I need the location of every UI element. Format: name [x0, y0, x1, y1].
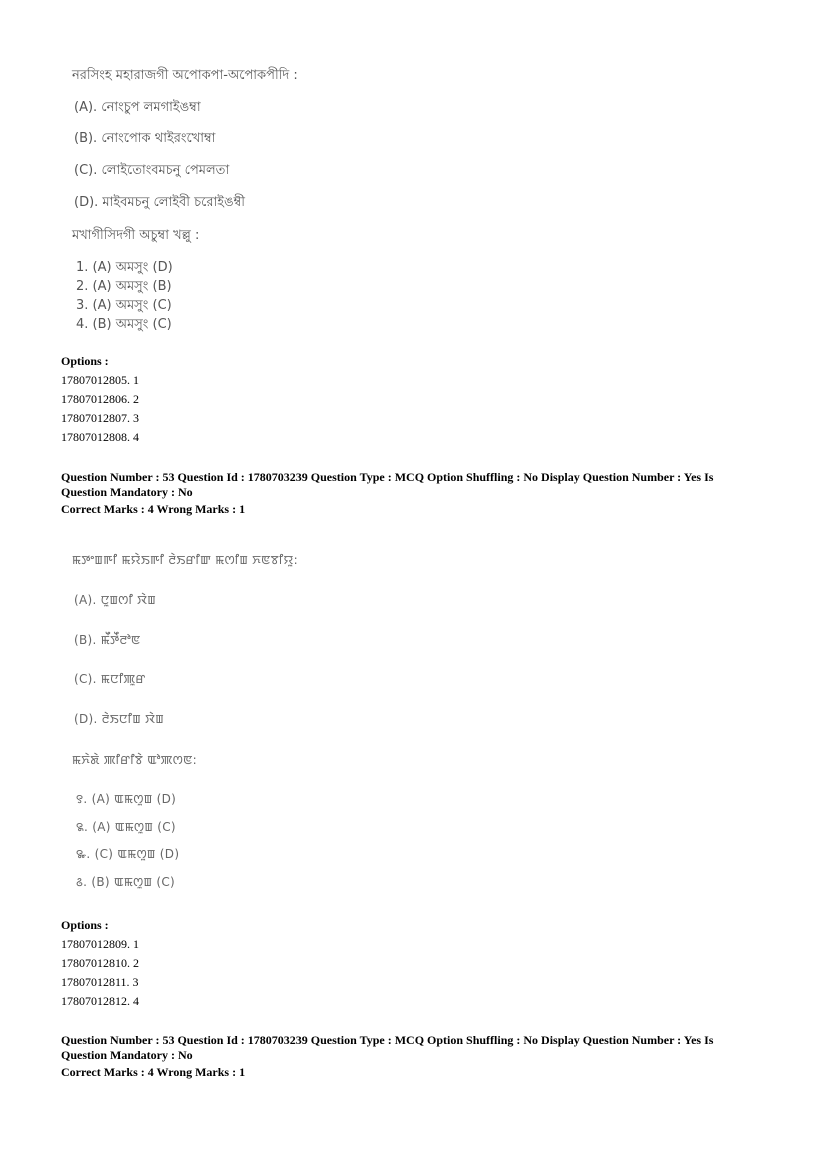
question-meta: [61, 470, 761, 500]
question-item: (C). লোইতোংবমচনু পেমলতা: [74, 163, 230, 178]
question-item: (B). নোংপোক থাইরংখোম্বা: [74, 131, 216, 146]
answer-choice: 3. (A) অমসুং (C): [76, 298, 172, 313]
option-item: 17807012808. 4: [61, 430, 139, 444]
option-item: 17807012811. 3: [61, 975, 139, 989]
answer-choice: ꯳. (C) ꯑꯃꯁꯨꯡ (D): [76, 847, 180, 861]
marks-line: Correct Marks : 4 Wrong Marks : 1: [61, 502, 246, 516]
answer-choice: 2. (A) অমসুং (B): [76, 279, 172, 294]
answer-choice: ꯲. (A) ꯑꯃꯁꯨꯡ (C): [76, 820, 176, 834]
option-item: 17807012806. 2: [61, 392, 139, 406]
option-item: 17807012807. 3: [61, 411, 139, 425]
answer-choice: ꯴. (B) ꯑꯃꯁꯨꯡ (C): [76, 875, 176, 889]
answer-choice: 4. (B) অমসুং (C): [76, 317, 172, 332]
question-item: (C). ꯃꯅꯤꯄꯨꯔ: [74, 672, 146, 686]
question-meta-line: Question Number : 53 Question Id : 1780703239 Question Type : MCQ Option Shuffling : No Display Question Number : Yes Is: [61, 470, 714, 484]
question-meta-line: Question Number : 53 Question Id : 1780703239 Question Type : MCQ Option Shuffling : No Display Question Number : Yes Is: [61, 1033, 714, 1047]
answer-choice: ꯱. (A) ꯑꯃꯁꯨꯡ (D): [76, 792, 177, 806]
question-prompt: ꯃꯈꯥꯗꯥ ꯄꯤꯔꯤꯕꯥ ꯑꯣꯄꯁꯟ:: [72, 753, 197, 767]
question-item: (B). ꯃꯩꯇꯩꯂꯣꯟ: [74, 633, 141, 647]
options-label: Options :: [61, 918, 109, 932]
option-item: 17807012805. 1: [61, 373, 139, 387]
question-meta-line: Question Mandatory : No: [61, 1048, 193, 1062]
question-prompt: মখাগীসিদগী অচুম্বা খল্লু :: [72, 228, 200, 243]
option-item: 17807012812. 4: [61, 994, 139, 1008]
marks-line: Correct Marks : 4 Wrong Marks : 1: [61, 1065, 246, 1079]
question-meta: [61, 1033, 761, 1063]
question-item: (A). নোংচুপ লমগাইঙম্বা: [74, 100, 201, 115]
question-meta-line: Question Mandatory : No: [61, 485, 193, 499]
option-item: 17807012810. 2: [61, 956, 139, 970]
question-stem: ꯃꯇꯦꯡꯒꯤ ꯃꯌꯥꯏꯒꯤ ꯂꯥꯏꯔꯤꯛ ꯃꯁꯤꯡ ꯈꯟꯕꯤꯌꯨ:: [72, 553, 298, 567]
question-stem: নরসিংহ মহারাজগী অপোকপা-অপোকপীদি :: [72, 68, 298, 83]
question-item: (A). ꯅꯨꯡꯁꯤ ꯋꯥꯡ: [74, 593, 157, 607]
options-label: Options :: [61, 354, 109, 368]
answer-choice: 1. (A) অমসুং (D): [76, 260, 173, 275]
option-item: 17807012809. 1: [61, 937, 139, 951]
question-item: (D). ꯂꯥꯏꯅꯤꯡ ꯋꯥꯡ: [74, 712, 164, 726]
question-item: (D). মাইবমচনু লোইবী চরোইঙম্বী: [74, 195, 245, 210]
